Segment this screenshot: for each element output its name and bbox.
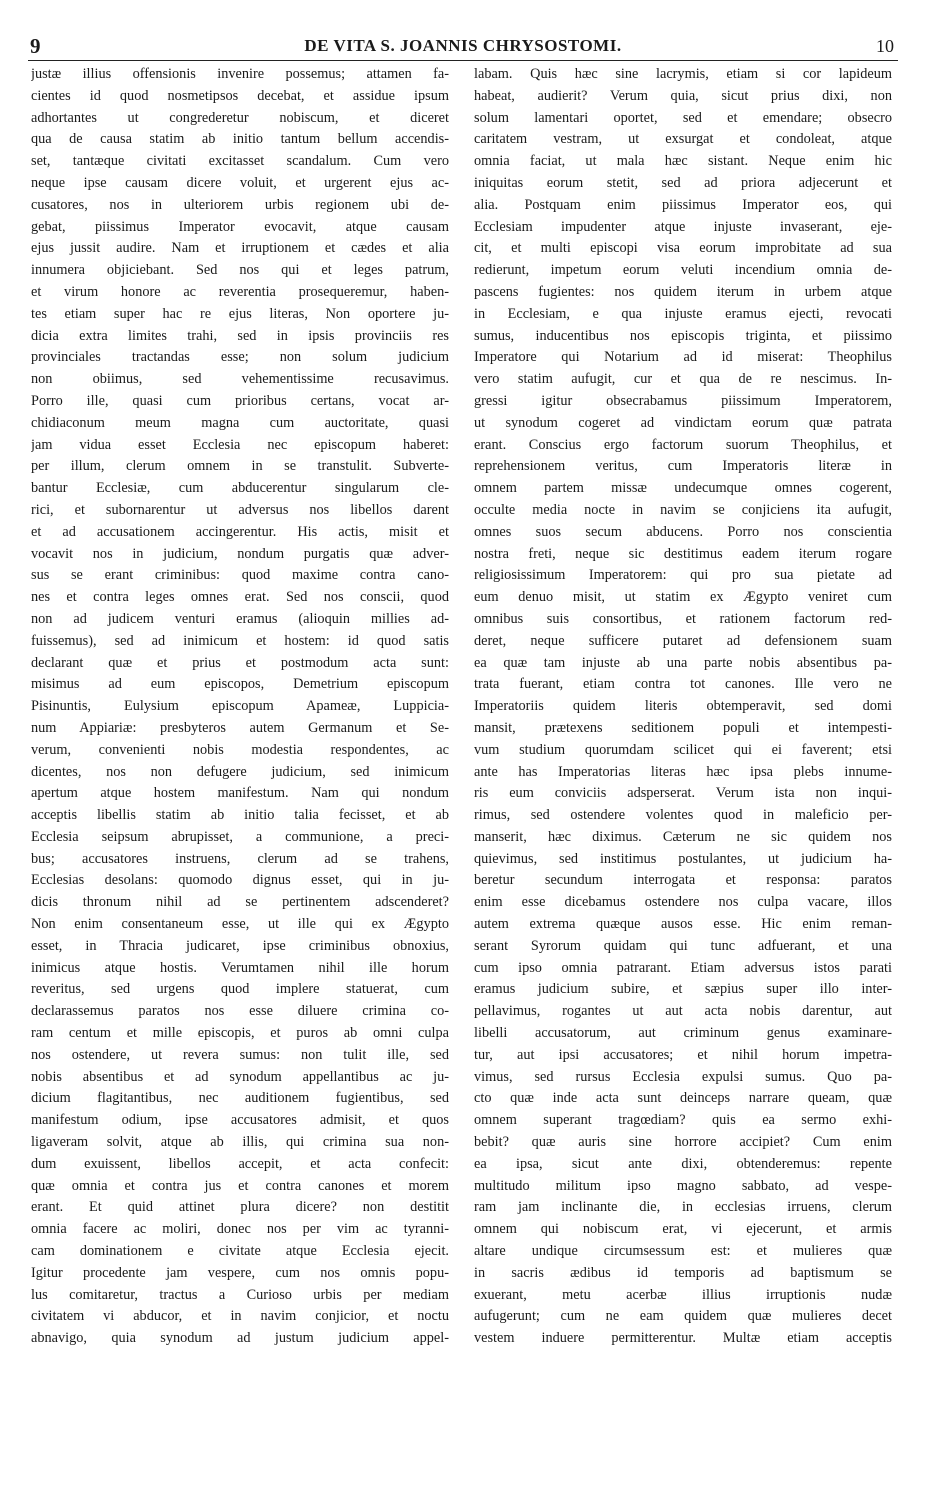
text-line: Porro ille, quasi cum prioribus certans, vocat ar- xyxy=(31,392,449,409)
page-number-left: 9 xyxy=(30,34,41,58)
text-line: libelli accusatorum, aut criminum genus examinare- xyxy=(474,1025,892,1042)
text-line: esset, in Thracia judicaret, ipse criminibus obnoxius, xyxy=(31,937,449,954)
text-line: serant Syrorum quidam qui tunc adfuerant, et una xyxy=(474,937,892,954)
text-line: neque ipse causam dicere voluit, et urgerent ejus ac- xyxy=(31,174,449,191)
text-line: et ad accusationem accingerentur. His actis, misit et xyxy=(31,523,449,540)
text-line: ejus jussit audire. Nam et irruptionem et cædes et alia xyxy=(31,240,449,257)
text-line: civitatem vi abducor, et in navim conjicior, et noctu xyxy=(31,1308,449,1325)
text-line: declarant quæ et prius et postmodum acta sunt: xyxy=(31,654,449,671)
text-line: caritatem vestram, ut exsurgat et condoleat, atque xyxy=(474,131,892,148)
text-line: multitudo militum ipso magno sabbato, ad vespe- xyxy=(474,1177,892,1194)
text-line: Ecclesia seipsum abrupisset, a communione, a preci- xyxy=(31,828,449,845)
text-line: ram jam inclinante die, in ecclesias irruens, clerum xyxy=(474,1199,892,1216)
text-line: nostra freti, neque sic destitimus eadem iterum rogare xyxy=(474,545,892,562)
text-line: religiosissimum Imperatorem: qui pro sua pietate ad xyxy=(474,567,892,584)
text-line: verum, convenienti nobis modestia respondentes, ac xyxy=(31,741,449,758)
text-line: sumus, inducentibus nos episcopis triginta, et piissimo xyxy=(474,327,892,344)
text-line: eramus judicium subire, et sæpius super illo inter- xyxy=(474,981,892,998)
text-line: mansit, prætexens seditionem populi et intempesti- xyxy=(474,719,892,736)
text-line: in Ecclesiam, e qua injuste eramus ejecti, revocati xyxy=(474,305,892,322)
text-line: manifestum odium, ipse accusatores admisit, et quos xyxy=(31,1112,449,1129)
text-line: redierunt, impetum eorum veluti incendium omnia de- xyxy=(474,262,892,279)
running-header xyxy=(28,34,898,61)
text-line: fuissemus), sed ad inimicum et hostem: id quod satis xyxy=(31,632,449,649)
text-line: declarassemus paratos nos esse diluere crimina co- xyxy=(31,1003,449,1020)
text-line: nes et contra leges omnes erat. Sed nos conscii, quod xyxy=(31,589,449,606)
text-line: sus se erant criminibus: quod maxime contra cano- xyxy=(31,567,449,584)
text-line: Ecclesiam impudenter atque injuste invaserant, eje- xyxy=(474,218,892,235)
text-line: ris eum conviciis adsperserat. Verum ista non inqui- xyxy=(474,785,892,802)
text-line: quæ omnia et contra jus et contra canones et morem xyxy=(31,1177,449,1194)
text-line: manserit, hæc diximus. Cæterum ne sic quidem nos xyxy=(474,828,892,845)
text-line: bus; accusatores instruens, clerum ad se trahens, xyxy=(31,850,449,867)
text-line: jam vidua esset Ecclesia nec episcopum haberet: xyxy=(31,436,449,453)
text-line: adhortantes ut congrederetur nobiscum, et diceret xyxy=(31,109,449,126)
text-line: num Appiariæ: presbyteros autem Germanum et Se- xyxy=(31,719,449,736)
text-line: Igitur procedente jam vespere, cum nos omnis popu- xyxy=(31,1264,449,1281)
text-line: eum denuo misit, ut statim ex Ægypto veniret cum xyxy=(474,589,892,606)
text-line: misimus ad eum episcopos, Demetrium episcopum xyxy=(31,676,449,693)
text-line: trata fuerant, etiam contra tot canones. Ille vero ne xyxy=(474,676,892,693)
text-line: vero statim aufugit, cur et qua de re nescimus. In- xyxy=(474,371,892,388)
text-line: vocavit nos in judicium, nondum purgatis quæ adver- xyxy=(31,545,449,562)
text-line: Imperatore qui Notarium ad id miserat: Theophilus xyxy=(474,349,892,366)
text-line: gressi igitur obsecrabamus piissimum Imperatorem, xyxy=(474,392,892,409)
text-line: dicia extra limites trahi, sed in ipsis provinciis res xyxy=(31,327,449,344)
text-line: exuerant, metu acerbæ illius irruptionis nudæ xyxy=(474,1286,892,1303)
text-line: rimus, sed ostendere volentes quod in maleficio per- xyxy=(474,807,892,824)
text-line: nos ostendere, ut revera sumus: non tulit ille, sed xyxy=(31,1046,449,1063)
text-line: autem extrema quæque ausos esse. Hic enim reman- xyxy=(474,916,892,933)
text-line: dicium flagitantibus, nec auditionem fugientibus, sed xyxy=(31,1090,449,1107)
text-line: innumera objiciebant. Sed nos qui et leges patrum, xyxy=(31,262,449,279)
text-line: deret, neque sufficere putaret ad defensionem suam xyxy=(474,632,892,649)
text-line: omnem superant tragœdiam? quis ea sermo exhi- xyxy=(474,1112,892,1129)
text-line: omnibus suis consortibus, et rationem factorum red- xyxy=(474,610,892,627)
text-line: lus comitaretur, tractus a Curioso urbis per mediam xyxy=(31,1286,449,1303)
text-line: apertum atque hostem manifestum. Nam qui nondum xyxy=(31,785,449,802)
text-line: cit, et multi episcopi visa eorum improbitate ad sua xyxy=(474,240,892,257)
page-number-right: 10 xyxy=(876,36,894,56)
left-text-column xyxy=(31,64,449,1350)
text-line: et virum honore ac reverentia prosequeremur, haben- xyxy=(31,283,449,300)
text-line: occulte media nocte in navim se conjiciens ita aufugit, xyxy=(474,501,892,518)
text-line: tur, aut ipsi accusatores; et nihil horum impetra- xyxy=(474,1046,892,1063)
text-line: nobis absentibus et ad synodum appellantibus ac ju- xyxy=(31,1068,449,1085)
text-line: ante has Imperatorias literas hæc ipsa plebs innume- xyxy=(474,763,892,780)
text-line: alia. Postquam enim piissimus Imperator eos, qui xyxy=(474,196,892,213)
text-line: solum lamentari oportet, sed et emendare; obsecro xyxy=(474,109,892,126)
text-line: erant. Conscius ergo factorum suorum Theophilus, et xyxy=(474,436,892,453)
text-line: reprehensionem veritus, cum Imperatoris literæ in xyxy=(474,458,892,475)
text-line: Ecclesias desolans: quomodo dignus esset, qui in ju- xyxy=(31,872,449,889)
text-line: inimicus atque hostis. Verumtamen nihil ille horum xyxy=(31,959,449,976)
text-line: omnia faciat, ut mala hæc sistant. Neque enim hic xyxy=(474,153,892,170)
text-line: non ad judicem venturi eramus (alioquin millies ad- xyxy=(31,610,449,627)
text-line: erant. Et quid attinet plura dicere? non destitit xyxy=(31,1199,449,1216)
text-line: pascens fugientes: nos quidem iterum in urbem atque xyxy=(474,283,892,300)
text-line: ut synodum cogeret ad vindictam eorum quæ patrata xyxy=(474,414,892,431)
text-line: Imperatoriis quidem literis obtemperavit, sed domi xyxy=(474,698,892,715)
text-line: ea ipsa, sicut ante dixi, obtenderemus: repente xyxy=(474,1155,892,1172)
text-line: bantur Ecclesiæ, cum abducerentur singularum cle- xyxy=(31,480,449,497)
text-line: per illum, clerum omnem in se transtulit. Subverte- xyxy=(31,458,449,475)
text-line: iniquitas eorum stetit, sed ad priora adjecerunt et xyxy=(474,174,892,191)
text-line: labam. Quis hæc sine lacrymis, etiam si cor lapideum xyxy=(474,66,892,82)
text-line: omnia facere ac moliri, donec nos per vim ac tyranni- xyxy=(31,1221,449,1238)
text-line: dicis thronum nihil ad se pertinentem adscenderet? xyxy=(31,894,449,911)
text-line: justæ illius offensionis invenire possemus; attamen fa- xyxy=(31,66,449,82)
text-line: non obiimus, sed vehementissime recusavimus. xyxy=(31,371,449,388)
right-text-column xyxy=(474,64,892,1350)
text-line: chidiaconum meum magna cum auctoritate, quasi xyxy=(31,414,449,431)
text-line: in sacris ædibus id temporis ad baptismum se xyxy=(474,1264,892,1281)
text-line: tes etiam super hac re ejus literas, Non oportere ju- xyxy=(31,305,449,322)
text-line: altare undique circumsessum est: et mulieres quæ xyxy=(474,1243,892,1260)
text-line: habeat, audierit? Verum quia, sicut prius dixi, non xyxy=(474,87,892,104)
text-line: qua de causa statim ab initio tantum bellum accendis- xyxy=(31,131,449,148)
text-line: ligaveram solvit, atque ab illis, qui crimina sua non- xyxy=(31,1134,449,1151)
text-line: cum ipso omnia patrarant. Etiam adversus istos parati xyxy=(474,959,892,976)
text-line: omnem qui nobiscum erat, vi ejecerunt, et armis xyxy=(474,1221,892,1238)
text-line: bebit? quæ auris sine horrore accipiet? Cum enim xyxy=(474,1134,892,1151)
text-line: cientes id quod nosmetipsos decebat, et assidue ipsum xyxy=(31,87,449,104)
text-line: ram centum et mille episcopis, et puros ab omni culpa xyxy=(31,1025,449,1042)
text-line: set, tantæque civitati excitasset scandalum. Cum vero xyxy=(31,153,449,170)
text-line: abnavigo, quia synodum ad justum judicium appel- xyxy=(31,1330,449,1347)
text-line: cam dominationem e civitate atque Ecclesia ejecit. xyxy=(31,1243,449,1260)
text-line: cusatores, nos in ulteriorem urbis regionem ubi de- xyxy=(31,196,449,213)
text-line: dicentes, nos non defugere judicium, sed inimicum xyxy=(31,763,449,780)
text-line: vum studium quorumdam scilicet qui ei faverent; etsi xyxy=(474,741,892,758)
text-line: beretur secundum interrogata et responsa: paratos xyxy=(474,872,892,889)
text-line: Non enim consentaneum esse, ut ille qui ex Ægypto xyxy=(31,916,449,933)
text-line: Pisinuntis, Eulysium episcopum Apameæ, Luppicia- xyxy=(31,698,449,715)
text-line: quievimus, sed institimus postulantes, ut judicium ha- xyxy=(474,850,892,867)
text-line: vimus, sed rursus Ecclesia expulsi sumus. Quo pa- xyxy=(474,1068,892,1085)
text-line: vestem induere permitterentur. Multæ etiam acceptis xyxy=(474,1330,892,1347)
text-line: enim esse dicebamus ostendere nos culpa vacare, illos xyxy=(474,894,892,911)
text-line: rici, et subornarentur ut adversus nos libellos darent xyxy=(31,501,449,518)
text-line: acceptis libellis statim ab initio talia fecisset, et ab xyxy=(31,807,449,824)
text-line: omnem partem missæ undecumque omnes cogerent, xyxy=(474,480,892,497)
text-line: provinciales tractandas esse; non solum judicium xyxy=(31,349,449,366)
text-line: reveritus, sed urgens quod implere statuerat, cum xyxy=(31,981,449,998)
running-title: DE VITA S. JOANNIS CHRYSOSTOMI. xyxy=(304,36,622,55)
text-line: gebat, piissimus Imperator evocavit, atque causam xyxy=(31,218,449,235)
text-line: cto quæ inde acta sunt deinceps narrare queam, quæ xyxy=(474,1090,892,1107)
text-line: omnes suos secum abducens. Porro nos conscientia xyxy=(474,523,892,540)
text-line: aufugerunt; cum ne eam quidem quæ mulieres decet xyxy=(474,1308,892,1325)
text-line: dum exuissent, libellos accepit, et acta confecit: xyxy=(31,1155,449,1172)
text-line: ea quæ tam injuste ab una parte nobis absentibus pa- xyxy=(474,654,892,671)
text-line: pellavimus, rogantes ut aut acta nobis darentur, aut xyxy=(474,1003,892,1020)
